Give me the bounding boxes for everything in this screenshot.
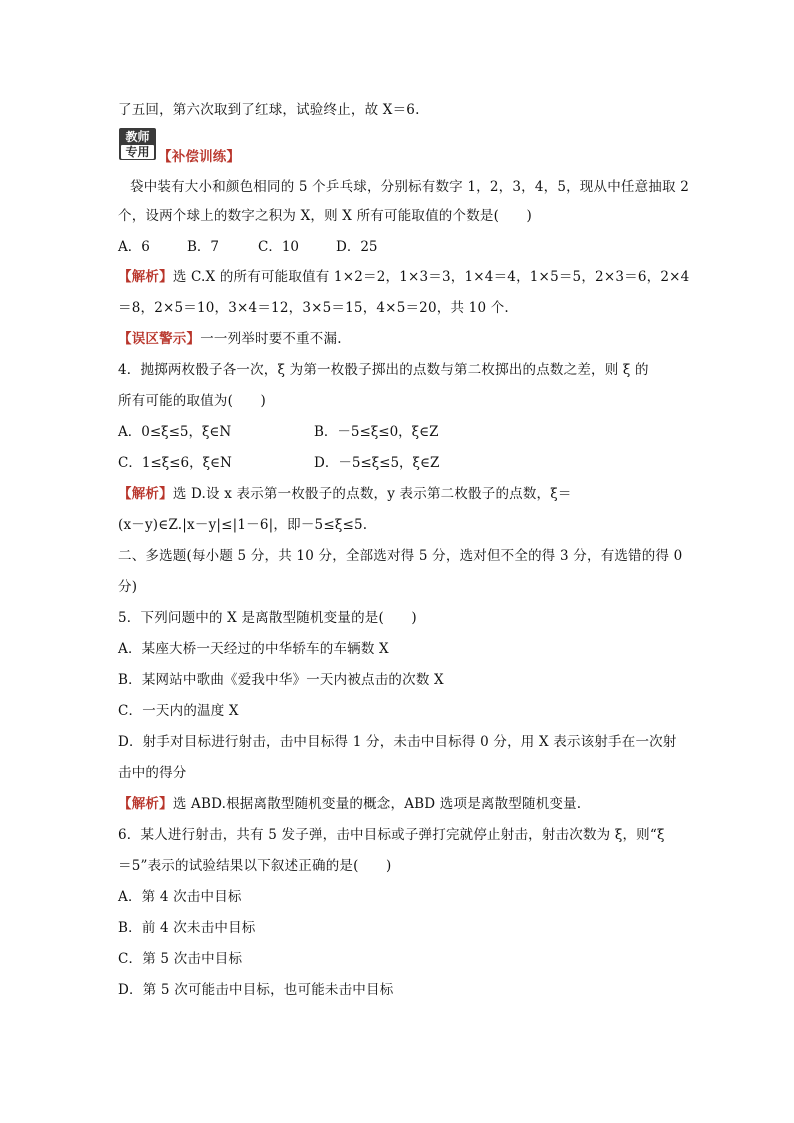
badge-bottom-text: 专用 [121,145,154,159]
option-b: B．－5≤ξ≤0，ξ∈Z [314,424,439,440]
supplementary-training-heading: 【补偿训练】 [158,149,241,165]
option-d: D．射手对目标进行射击，击中目标得 1 分，未击中目标得 0 分，用 X 表示该射手在一次射 [118,734,677,750]
analysis-tag: 【解析】 [118,269,173,285]
text-line: ＝8，2×5＝10，3×4＝12，3×5＝15，4×5＝20，共 10 个. [118,300,509,316]
question-6-stem: 6．某人进行射击，共有 5 发子弹，击中目标或子弹打完就停止射击，射击次数为 ξ，则“ξ [118,827,665,843]
text-line: ＝5”表示的试验结果以下叙述正确的是( ) [118,858,392,874]
section-heading: 二、多选题(每小题 5 分，共 10 分，全部选对得 5 分，选对但不全的得 3 分，有选错的得 0 [118,548,683,564]
option-a: A．6 [118,239,150,255]
option-b: B．某网站中歌曲《爱我中华》一天内被点击的次数 X [118,672,444,688]
analysis-text: 选 D.设 x 表示第一枚骰子的点数，y 表示第二枚骰子的点数，ξ＝ [172,486,572,502]
analysis-text: 选 ABD.根据离散型随机变量的概念，ABD 选项是离散型随机变量. [172,796,582,812]
option-d: D．－5≤ξ≤5，ξ∈Z [314,455,440,471]
analysis-line [118,795,581,813]
option-a: A．0≤ξ≤5，ξ∈N [118,424,232,440]
text-line: 了五回，第六次取到了红球，试验终止，故 X＝6. [118,102,420,118]
option-d: D．25 [336,239,378,255]
option-b: B．7 [187,239,220,255]
teacher-only-badge [119,128,156,160]
analysis-tag: 【解析】 [118,796,173,812]
option-a: A．某座大桥一天经过的中华轿车的车辆数 X [118,641,389,657]
option-c: C．第 5 次击中目标 [118,951,243,967]
warning-text: 一一列举时要不重不漏. [200,331,342,347]
analysis-text: 选 C.X 的所有可能取值有 1×2＝2，1×3＝3，1×4＝4，1×5＝5，2×3＝6，2×4 [172,269,690,285]
analysis-line [118,485,572,503]
text-line: 所有可能的取值为( ) [118,393,266,409]
text-line: 个，设两个球上的数字之积为 X，则 X 所有可能取值的个数是( ) [118,208,532,224]
text-line: 袋中装有大小和颜色相同的 5 个乒乓球，分别标有数字 1，2，3，4，5，现从中任意抽取 2 [130,179,689,195]
option-a: A．第 4 次击中目标 [118,889,242,905]
option-b: B．前 4 次未击中目标 [118,920,256,936]
badge-top-text: 教师 [125,129,150,144]
option-c: C．1≤ξ≤6，ξ∈N [118,455,232,471]
option-c: C．一天内的温度 X [118,703,239,719]
text-line: 击中的得分 [118,765,187,781]
analysis-tag: 【解析】 [118,486,173,502]
option-d: D．第 5 次可能击中目标，也可能未击中目标 [118,982,394,998]
warning-tag: 【误区警示】 [118,331,201,347]
text-line: (x－y)∈Z.|x－y|≤|1－6|，即－5≤ξ≤5. [118,517,368,533]
option-c: C．10 [258,239,300,255]
question-5-stem: 5．下列问题中的 X 是离散型随机变量的是( ) [118,610,417,626]
warning-line [118,330,342,348]
question-4-stem: 4．抛掷两枚骰子各一次，ξ 为第一枚骰子掷出的点数与第二枚掷出的点数之差，则 ξ 的 [118,362,649,378]
text-line: 分) [118,579,138,595]
analysis-line [118,268,689,286]
